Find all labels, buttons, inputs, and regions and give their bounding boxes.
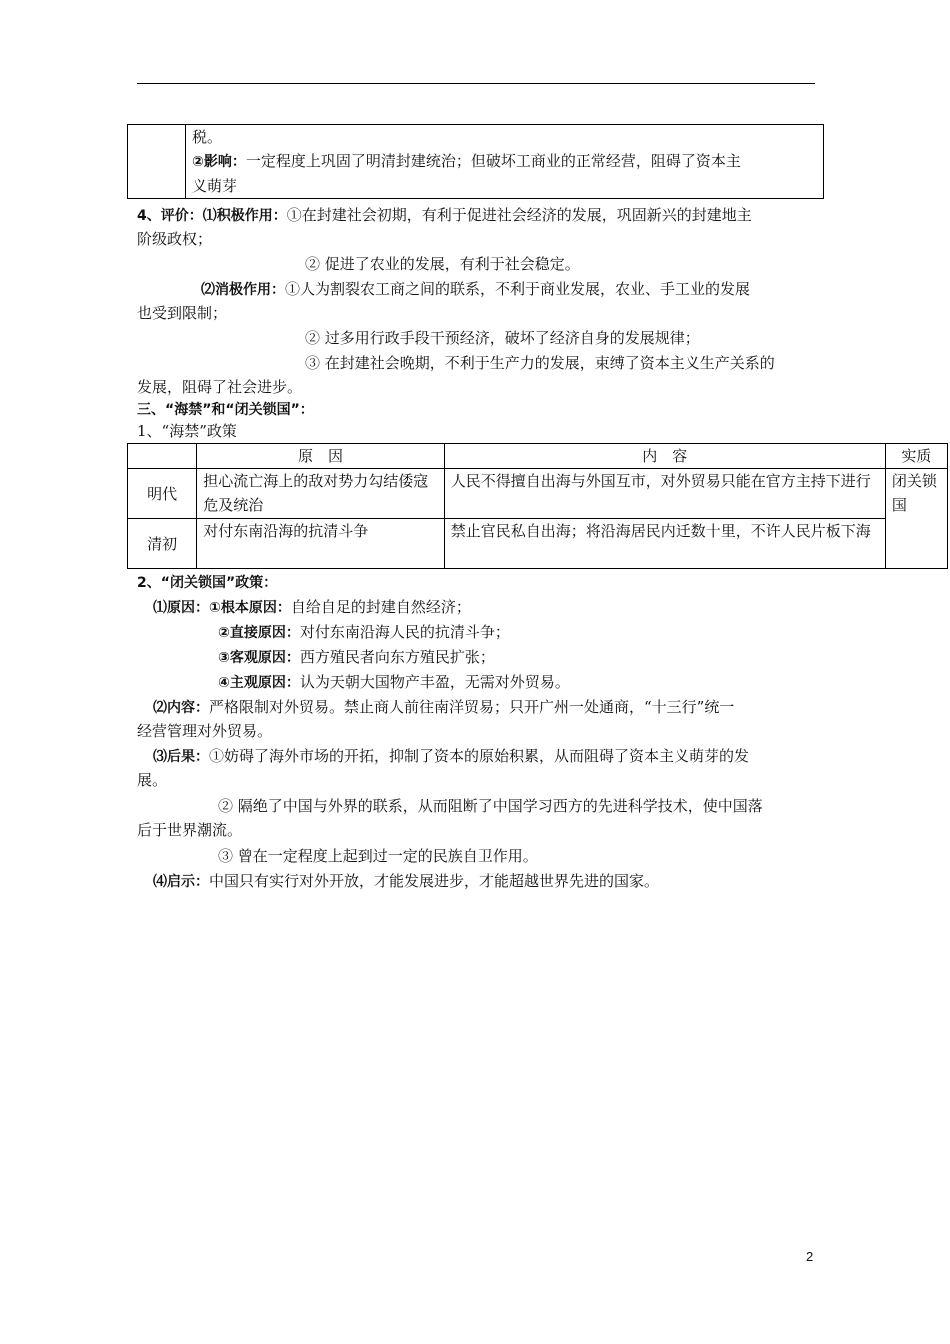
result-line3: ③ 曾在一定程度上起到过一定的民族自卫作用。 [218,847,538,865]
header-content: 内 容 [444,444,885,469]
s4-line5: ③ 在封建社会晚期，不利于生产力的发展，束缚了资本主义生产关系的 [305,354,775,372]
content-line: ⑵内容：严格限制对外贸易。禁止商人前往南洋贸易；只开广州一处通商，“十三行”统一 [153,698,735,716]
top-text2: 一定程度上巩固了明清封建统治；但破坏工商业的正常经营，阻碍了资本主 [245,152,741,170]
row-content: 禁止官民私自出海；将沿海居民内迁数十里，不许人民片板下海 [444,519,885,569]
row-reason: 对付东南沿海的抗清斗争 [197,519,445,569]
result-line2: ② 隔绝了中国与外界的联系，从而阻断了中国学习西方的先进科学技术，使中国落 [218,797,763,815]
s4-line2: ② 促进了农业的发展，有利于社会稳定。 [305,255,580,273]
top-label2: ②影响： [192,154,246,170]
result-line1: ⑶后果：①妨碍了海外市场的开拓，抑制了资本的原始积累，从而阻碍了资本主义萌芽的发 [153,747,750,765]
cause-line3: ③客观原因：西方殖民者向东方殖民扩张； [218,648,495,666]
result-line2b: 后于世界潮流。 [137,821,243,839]
section2-title: 2、“闭关锁国”政策： [137,575,278,591]
header-rule [137,83,815,84]
section3-sub1: 1、“海禁”政策 [137,422,237,440]
table-row [128,469,948,519]
top-table-content-cell [186,125,824,199]
header-reason: 原 因 [197,444,445,469]
s4-line5b: 发展，阻碍了社会进步。 [137,378,303,396]
s4-line4: ② 过多用行政手段干预经济，破坏了经济自身的发展规律； [305,329,700,347]
s4-line1b: 阶级政权； [137,230,213,248]
s4-line3: ⑵消极作用：①人为割裂农工商之间的联系，不利于商业发展，农业、手工业的发展 [201,280,751,298]
essence-cell: 闭关锁国 [885,469,947,569]
result-line1b: 展。 [137,771,168,789]
row-content: 人民不得擅自出海与外国互市，对外贸易只能在官方主持下进行 [444,469,885,519]
s4-line1: 4、评价：⑴积极作用：①在封建社会初期，有利于促进社会经济的发展，巩固新兴的封建地主 [137,206,752,224]
haijin-table [127,443,948,569]
header-empty [128,444,197,469]
row-period: 清初 [128,519,197,569]
top-line3: 义萌芽 [192,177,238,195]
header-essence: 实质 [885,444,947,469]
top-table-empty-cell [128,125,186,199]
top-table [127,124,824,199]
cause-line2: ②直接原因：对付东南沿海人民的抗清斗争； [218,623,510,641]
table-row [128,519,948,569]
row-period: 明代 [128,469,197,519]
row-reason: 担心流亡海上的敌对势力勾结倭寇危及统治 [197,469,445,519]
cause-line4: ④主观原因：认为天朝大国物产丰盈，无需对外贸易。 [218,673,570,691]
section3-title: 三、“海禁”和“闭关锁国”： [137,402,314,418]
top-line1: 税。 [192,128,223,146]
page-number: 2 [806,1249,814,1264]
insight-line: ⑷启示：中国只有实行对外开放，才能发展进步，才能超越世界先进的国家。 [153,872,660,890]
cause-line1: ⑴原因：①根本原因：自给自足的封建自然经济； [153,598,471,616]
s4-line3b: 也受到限制； [137,304,228,322]
content-line-b: 经营管理对外贸易。 [137,722,273,740]
